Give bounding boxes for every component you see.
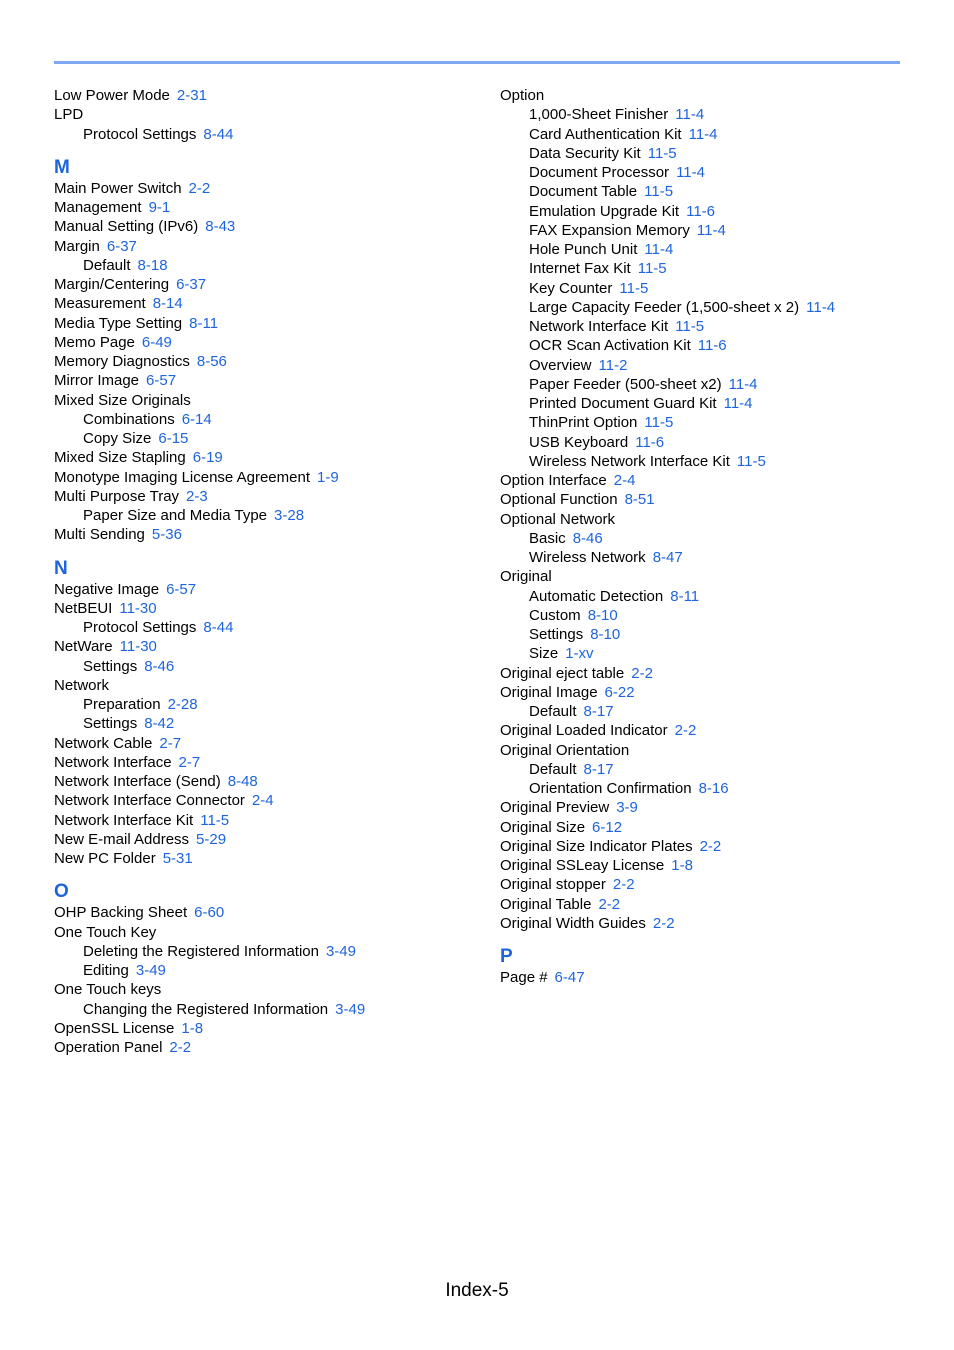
- page-reference-link[interactable]: 11-4: [675, 106, 705, 124]
- index-term: Multi Purpose Tray: [54, 487, 180, 505]
- index-term: Preparation: [83, 696, 161, 713]
- header-rule: [54, 61, 900, 64]
- index-entry: [500, 86, 900, 105]
- index-term: OpenSSL License: [54, 1019, 175, 1037]
- index-entry: [54, 1038, 474, 1057]
- page-reference-link[interactable]: 3-49: [135, 962, 166, 979]
- index-term: Multi Sending: [54, 526, 145, 544]
- page-reference-link[interactable]: 8-42: [144, 715, 175, 733]
- page-reference-link[interactable]: 6-14: [181, 410, 212, 428]
- page-reference-link[interactable]: 11-6: [686, 202, 716, 220]
- page-reference-link[interactable]: 11-5: [644, 183, 674, 201]
- index-subentry: [500, 105, 900, 124]
- page-reference-link[interactable]: 2-3: [186, 487, 208, 505]
- index-term: Settings: [83, 715, 138, 733]
- page-reference-link[interactable]: 2-31: [176, 87, 207, 104]
- index-term: Original Loaded Indicator: [500, 722, 668, 740]
- index-subentry: [500, 356, 900, 375]
- page-reference-link[interactable]: 6-12: [592, 818, 623, 836]
- page-reference-link[interactable]: 6-47: [554, 969, 585, 986]
- page-reference-link[interactable]: 1-9: [317, 468, 339, 486]
- index-term: Protocol Settings: [83, 619, 197, 636]
- index-term: OHP Backing Sheet: [54, 904, 188, 922]
- page-reference-link[interactable]: 8-18: [137, 256, 168, 274]
- index-term: Original eject table: [500, 664, 625, 682]
- page-reference-link[interactable]: 5-31: [162, 850, 193, 867]
- index-term: Editing: [83, 962, 129, 979]
- page-reference-link[interactable]: 6-37: [176, 276, 207, 293]
- index-subentry: [500, 298, 900, 317]
- page-reference-link[interactable]: 8-51: [624, 491, 655, 509]
- page-reference-link[interactable]: 2-2: [674, 722, 697, 740]
- index-entry: [54, 1019, 474, 1038]
- index-entry: [54, 599, 474, 618]
- page-reference-link[interactable]: 11-5: [619, 279, 649, 297]
- page-reference-link[interactable]: 11-5: [736, 452, 766, 470]
- index-entry: [54, 676, 474, 695]
- index-term: Copy Size: [83, 430, 152, 447]
- index-term: New PC Folder: [54, 850, 156, 867]
- index-entry: [54, 237, 474, 256]
- index-subentry: [500, 587, 900, 606]
- page-reference-link[interactable]: 1-xv: [565, 645, 594, 663]
- index-term: Default: [529, 760, 577, 778]
- page-reference-link[interactable]: 8-10: [590, 626, 621, 643]
- index-term: Changing the Registered Information: [83, 1000, 329, 1018]
- page-reference-link[interactable]: 6-49: [141, 333, 172, 351]
- page-reference-link[interactable]: 2-7: [178, 753, 201, 771]
- index-term: Main Power Switch: [54, 179, 182, 197]
- page-reference-link[interactable]: 11-30: [119, 599, 157, 617]
- index-subentry: [54, 410, 474, 429]
- index-term: Low Power Mode: [54, 87, 170, 104]
- index-subentry: [500, 144, 900, 163]
- index-entry: [500, 875, 900, 894]
- index-subentry: [54, 942, 474, 961]
- index-subentry: [54, 618, 474, 637]
- page-reference-link[interactable]: 11-4: [696, 221, 726, 239]
- index-term: Network Interface: [54, 753, 172, 771]
- index-term: Margin/Centering: [54, 276, 170, 293]
- index-term: Hole Punch Unit: [529, 241, 638, 258]
- index-term: Memory Diagnostics: [54, 353, 190, 370]
- index-subentry: [54, 1000, 474, 1019]
- page-reference-link[interactable]: 2-2: [699, 837, 722, 855]
- index-subentry: [54, 125, 474, 144]
- index-term: Original Size Indicator Plates: [500, 837, 693, 855]
- index-subentry: [500, 606, 900, 625]
- index-term: LPD: [54, 106, 84, 124]
- index-subentry: [54, 506, 474, 525]
- index-subentry: [500, 240, 900, 259]
- section-spacer: [54, 144, 474, 157]
- index-subentry: [54, 695, 474, 714]
- page-reference-link[interactable]: 11-4: [806, 298, 836, 316]
- index-subentry: [54, 256, 474, 275]
- index-entry: [54, 333, 474, 352]
- page-reference-link[interactable]: 3-28: [274, 507, 305, 524]
- page-reference-link[interactable]: 11-5: [647, 144, 677, 162]
- page-reference-link[interactable]: 8-14: [152, 295, 183, 313]
- page-reference-link[interactable]: 2-28: [167, 696, 198, 713]
- section-spacer: [500, 933, 900, 946]
- page-reference-link[interactable]: 8-16: [698, 780, 729, 797]
- index-term: NetWare: [54, 638, 113, 656]
- page-reference-link[interactable]: 2-2: [631, 664, 653, 682]
- page-reference-link[interactable]: 11-4: [728, 375, 758, 393]
- index-entry: [500, 567, 900, 586]
- index-term: Network: [54, 676, 110, 694]
- index-term: Settings: [83, 657, 138, 675]
- page-reference-link[interactable]: 8-44: [203, 619, 234, 636]
- index-entry: [54, 198, 474, 217]
- page-reference-link[interactable]: 2-2: [652, 914, 675, 932]
- page-reference-link[interactable]: 8-46: [572, 529, 603, 547]
- index-subentry: [500, 529, 900, 548]
- index-subentry: [54, 429, 474, 448]
- page-reference-link[interactable]: 6-37: [106, 237, 137, 255]
- index-term: Monotype Imaging License Agreement: [54, 468, 310, 486]
- index-subentry: [500, 163, 900, 182]
- index-term: New E-mail Address: [54, 830, 190, 848]
- index-term: Network Interface Kit: [529, 318, 669, 335]
- page-reference-link[interactable]: 5-29: [196, 830, 227, 848]
- index-subentry: [54, 657, 474, 676]
- index-entry: [54, 352, 474, 371]
- index-term: Paper Size and Media Type: [83, 507, 268, 524]
- index-entry: [500, 914, 900, 933]
- page-reference-link[interactable]: 11-6: [635, 433, 665, 451]
- index-subentry: [54, 714, 474, 733]
- index-subentry: [500, 202, 900, 221]
- index-entry: [54, 371, 474, 390]
- index-term: One Touch keys: [54, 981, 162, 999]
- index-entry: [54, 791, 474, 810]
- index-term: Deleting the Registered Information: [83, 942, 319, 960]
- index-entry: [54, 849, 474, 868]
- page-reference-link[interactable]: 1-8: [671, 857, 693, 874]
- page-reference-link[interactable]: 1-8: [181, 1019, 204, 1037]
- index-term: One Touch Key: [54, 923, 157, 941]
- index-term: Original Orientation: [500, 741, 630, 759]
- page-reference-link[interactable]: 8-47: [652, 549, 683, 566]
- index-entry: [500, 721, 900, 740]
- section-letter: O: [54, 881, 69, 903]
- index-subentry: [500, 433, 900, 452]
- page-reference-link[interactable]: 2-2: [188, 179, 211, 197]
- index-entry: [54, 923, 474, 942]
- index-term: Original SSLeay License: [500, 857, 665, 874]
- index-subentry: [500, 413, 900, 432]
- index-term: ThinPrint Option: [529, 414, 638, 432]
- index-term: NetBEUI: [54, 599, 113, 617]
- index-term: Optional Function: [500, 491, 618, 509]
- index-entry: [54, 525, 474, 544]
- page-reference-link[interactable]: 8-56: [196, 353, 227, 370]
- index-term: Paper Feeder (500-sheet x2): [529, 375, 722, 393]
- index-term: Measurement: [54, 295, 146, 313]
- section-letter: M: [54, 156, 70, 178]
- index-term: Original Size: [500, 818, 586, 836]
- index-subentry: [500, 182, 900, 201]
- section-letter: P: [500, 946, 513, 967]
- index-term: Manual Setting (IPv6): [54, 218, 199, 236]
- page-reference-link[interactable]: 11-30: [119, 638, 157, 656]
- section-spacer: [54, 545, 474, 558]
- index-term: Mirror Image: [54, 372, 140, 390]
- index-entry: [500, 683, 900, 702]
- index-entry: [54, 86, 474, 105]
- index-entry: [500, 968, 900, 987]
- index-entry: [54, 468, 474, 487]
- index-term: Internet Fax Kit: [529, 260, 631, 278]
- page-reference-link[interactable]: 8-11: [670, 587, 700, 605]
- page-reference-link[interactable]: 8-44: [203, 125, 234, 143]
- index-subentry: [500, 317, 900, 336]
- page-reference-link[interactable]: 11-2: [598, 356, 628, 374]
- index-term: Custom: [529, 606, 581, 624]
- index-subentry: [500, 644, 900, 663]
- index-entry: [54, 487, 474, 506]
- section-spacer: [54, 868, 474, 881]
- index-term: Key Counter: [529, 279, 613, 297]
- index-term: Option Interface: [500, 472, 607, 489]
- page-reference-link[interactable]: 11-4: [676, 164, 705, 181]
- index-subentry: [500, 702, 900, 721]
- index-term: Overview: [529, 356, 592, 374]
- index-term: Large Capacity Feeder (1,500-sheet x 2): [529, 298, 800, 316]
- index-entry: [54, 903, 474, 922]
- index-subentry: [500, 375, 900, 394]
- index-subentry: [54, 961, 474, 980]
- index-term: Network Interface Kit: [54, 811, 194, 829]
- index-entry: [500, 741, 900, 760]
- page-reference-link[interactable]: 5-36: [151, 526, 182, 544]
- page-reference-link[interactable]: 2-2: [598, 895, 621, 913]
- index-entry: [54, 734, 474, 753]
- index-entry: [54, 217, 474, 236]
- page-reference-link[interactable]: 8-17: [583, 760, 614, 778]
- page-reference-link[interactable]: 11-6: [697, 337, 727, 355]
- index-term: Original stopper: [500, 876, 606, 894]
- index-term: Original Image: [500, 683, 598, 701]
- index-term: Negative Image: [54, 580, 160, 598]
- index-term: Original Width Guides: [500, 914, 646, 932]
- page-reference-link[interactable]: 3-49: [335, 1000, 366, 1018]
- index-subentry: [500, 760, 900, 779]
- index-entry: [500, 471, 900, 490]
- page-reference-link[interactable]: 11-5: [200, 811, 230, 829]
- index-entry: [54, 105, 474, 124]
- index-term: Data Security Kit: [529, 144, 641, 162]
- page-reference-link[interactable]: 8-17: [583, 703, 614, 720]
- index-subentry: [500, 452, 900, 471]
- index-term: Card Authentication Kit: [529, 125, 682, 143]
- index-entry: [500, 510, 900, 529]
- index-term: Original: [500, 568, 552, 586]
- page-reference-link[interactable]: 6-57: [146, 372, 177, 390]
- page-reference-link[interactable]: 11-4: [644, 241, 674, 258]
- page-reference-link[interactable]: 9-1: [148, 199, 171, 216]
- index-entry: [500, 856, 900, 875]
- page-reference-link[interactable]: 3-49: [325, 942, 356, 960]
- index-entry: [54, 753, 474, 772]
- page-reference-link[interactable]: 11-5: [675, 318, 705, 335]
- page-reference-link[interactable]: 2-7: [159, 734, 182, 752]
- index-entry: [54, 314, 474, 333]
- page-reference-link[interactable]: 6-60: [194, 904, 225, 922]
- index-entry: [54, 830, 474, 849]
- index-subentry: [500, 279, 900, 298]
- index-term: Original Preview: [500, 799, 610, 817]
- index-entry: [54, 179, 474, 198]
- index-term: FAX Expansion Memory: [529, 221, 690, 239]
- index-term: Emulation Upgrade Kit: [529, 202, 680, 220]
- page-reference-link[interactable]: 8-43: [205, 218, 236, 236]
- page-reference-link[interactable]: 8-46: [144, 657, 175, 675]
- index-term: Settings: [529, 626, 584, 643]
- index-term: Network Interface Connector: [54, 792, 245, 810]
- index-subentry: [500, 394, 900, 413]
- index-entry: [54, 275, 474, 294]
- section-letter: N: [54, 557, 68, 579]
- index-term: Basic: [529, 529, 566, 547]
- index-entry: [54, 448, 474, 467]
- index-term: Orientation Confirmation: [529, 780, 692, 797]
- index-entry: [500, 798, 900, 817]
- page-reference-link[interactable]: 3-9: [616, 799, 638, 817]
- index-term: Mixed Size Stapling: [54, 449, 186, 467]
- index-term: Document Processor: [529, 164, 670, 181]
- index-term: Option: [500, 87, 545, 104]
- index-term: Media Type Setting: [54, 314, 183, 332]
- page-reference-link[interactable]: 2-4: [613, 472, 636, 489]
- index-entry: [54, 294, 474, 313]
- index-term: Protocol Settings: [83, 125, 197, 143]
- index-term: Default: [529, 703, 577, 720]
- page-reference-link[interactable]: 11-4: [688, 125, 718, 143]
- index-term: Mixed Size Originals: [54, 391, 191, 409]
- index-term: Optional Network: [500, 510, 616, 528]
- index-term: Size: [529, 645, 559, 663]
- index-column-left: [54, 86, 474, 1057]
- index-entry: [54, 772, 474, 791]
- index-subentry: [500, 221, 900, 240]
- page-reference-link[interactable]: 6-15: [158, 430, 189, 447]
- page-reference-link[interactable]: 6-57: [166, 580, 197, 598]
- index-entry: [54, 811, 474, 830]
- index-entry: [54, 391, 474, 410]
- index-term: Network Cable: [54, 734, 153, 752]
- page-reference-link[interactable]: 11-5: [637, 260, 667, 278]
- index-term: 1,000-Sheet Finisher: [529, 106, 669, 124]
- index-term: USB Keyboard: [529, 433, 629, 451]
- index-entry: [500, 837, 900, 856]
- page-reference-link[interactable]: 6-19: [192, 449, 223, 467]
- index-term: Printed Document Guard Kit: [529, 395, 717, 412]
- index-subentry: [500, 548, 900, 567]
- index-term: Management: [54, 199, 142, 216]
- index-term: Combinations: [83, 410, 175, 428]
- index-entry: [500, 895, 900, 914]
- index-term: Memo Page: [54, 333, 135, 351]
- index-term: Network Interface (Send): [54, 773, 221, 790]
- index-subentry: [500, 259, 900, 278]
- index-term: Document Table: [529, 183, 638, 201]
- page-reference-link[interactable]: 11-5: [644, 414, 674, 432]
- index-subentry: [500, 625, 900, 644]
- page-reference-link[interactable]: 2-4: [251, 792, 274, 810]
- index-subentry: [500, 779, 900, 798]
- index-entry: [54, 980, 474, 999]
- index-term: Automatic Detection: [529, 587, 664, 605]
- index-entry: [500, 818, 900, 837]
- index-term: Operation Panel: [54, 1039, 163, 1056]
- page-reference-link[interactable]: 6-22: [604, 683, 635, 701]
- index-term: Page #: [500, 969, 548, 986]
- index-subentry: [500, 336, 900, 355]
- index-term: OCR Scan Activation Kit: [529, 337, 691, 355]
- page-reference-link[interactable]: 2-2: [612, 876, 635, 894]
- index-term: Wireless Network: [529, 549, 646, 566]
- index-column-right: [500, 86, 900, 987]
- index-term: Margin: [54, 237, 100, 255]
- index-entry: [500, 490, 900, 509]
- index-term: Original Table: [500, 895, 592, 913]
- page-reference-link[interactable]: 2-2: [169, 1039, 192, 1056]
- index-subentry: [500, 125, 900, 144]
- index-entry: [54, 580, 474, 599]
- page-reference-link[interactable]: 11-4: [723, 395, 753, 412]
- index-term: Wireless Network Interface Kit: [529, 452, 730, 470]
- index-term: Default: [83, 256, 131, 274]
- index-entry: [54, 637, 474, 656]
- page-reference-link[interactable]: 8-10: [587, 606, 618, 624]
- page-reference-link[interactable]: 8-11: [189, 314, 219, 332]
- page-reference-link[interactable]: 8-48: [227, 773, 258, 790]
- page-number: Index-5: [445, 1280, 509, 1301]
- index-entry: [500, 664, 900, 683]
